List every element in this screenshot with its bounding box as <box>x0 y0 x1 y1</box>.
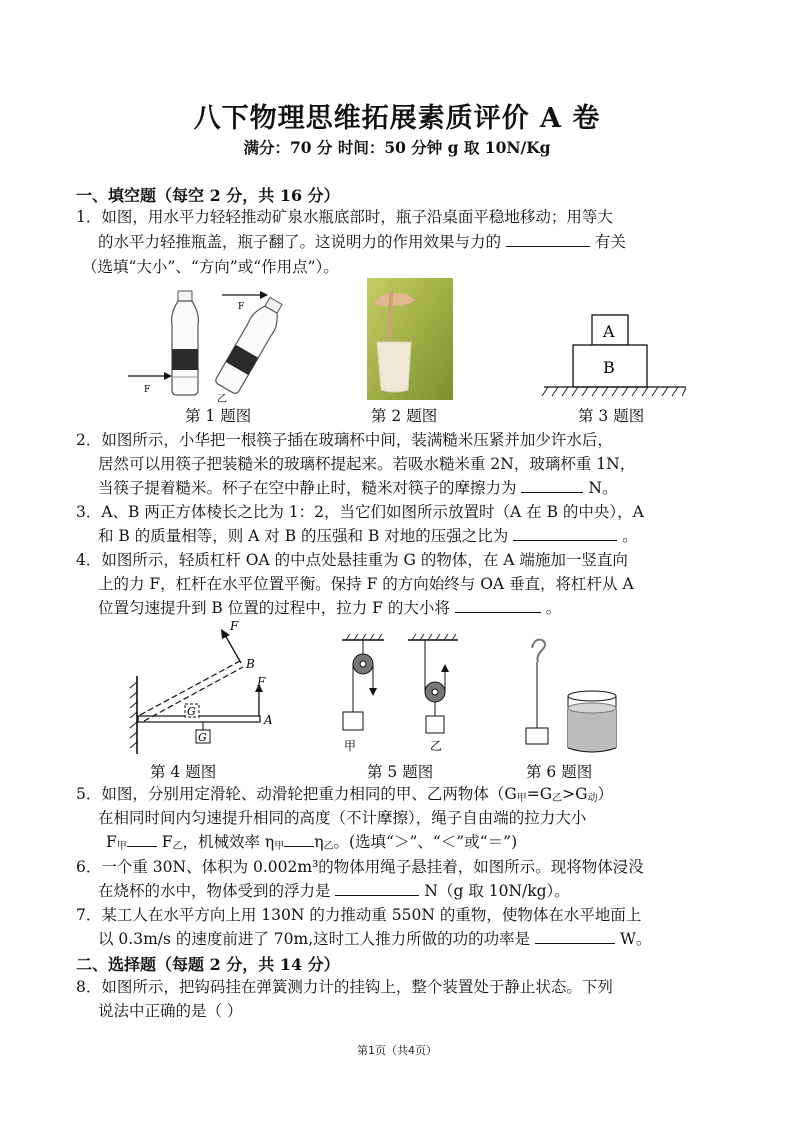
block-b-label: B <box>603 358 615 377</box>
q1-line2-tail: 有关 <box>594 233 626 251</box>
block-a-label: A <box>603 322 615 341</box>
figure-3-caption: 第 3 题图 <box>578 407 645 425</box>
q6-line2-tail: N（g 取 10N/kg）。 <box>424 882 570 900</box>
q2-line3-unit: N。 <box>588 479 618 497</box>
q5-close: ） <box>597 785 614 803</box>
q4-line3-text: 位置匀速提升到 B 位置的过程中，拉力 F 的大小将 <box>98 599 450 617</box>
beaker-with-water <box>568 691 616 752</box>
q7-line2 <box>98 928 651 950</box>
arrow-top-push <box>222 291 268 299</box>
q4-line3-tail: 。 <box>545 599 562 617</box>
figure-5-pulleys <box>334 634 474 756</box>
fig4-f-top: F <box>230 619 239 633</box>
movable-pulley-setup <box>408 634 458 733</box>
fig1-f-label-top: F <box>238 302 245 312</box>
fig1-f-label: F <box>144 385 151 395</box>
q3-line2-text: 和 B 的质量相等，则 A 对 B 的压强和 B 对地的压强之比为 <box>98 527 509 545</box>
q5-f-jia: F <box>106 833 117 851</box>
section-fill-blank-heading: 一、填空题（每空 2 分，共 16 分） <box>76 186 340 205</box>
figure-3-blocks <box>540 310 690 402</box>
q4-line1: 4．如图所示，轻质杠杆 OA 的中点处悬挂重为 G 的物体，在 A 端施加一竖直向 <box>76 551 628 569</box>
q2-line3-text: 当筷子提着糙米。杯子在空中静止时，糙米对筷子的摩擦力为 <box>98 479 517 497</box>
figure-1-caption: 第 1 题图 <box>185 407 252 425</box>
page-footer: 第1页（共4页） <box>357 1044 437 1057</box>
exam-info: 满分：70 分 时间：50 分钟 g 取 10N/Kg <box>243 138 551 157</box>
q5-eta2: η <box>314 833 324 851</box>
figure-4-lever <box>124 618 284 758</box>
q6-line2 <box>98 880 570 902</box>
q8-line2: 说法中正确的是（ ） <box>98 1002 243 1020</box>
fig4-b-label: B <box>246 657 255 671</box>
q5-blank-efficiency[interactable] <box>284 831 314 847</box>
fig4-f-right: F <box>257 675 266 689</box>
fig5-jia-label: 甲 <box>344 739 357 753</box>
fixed-pulley-setup <box>342 634 384 730</box>
q5-f-yi: F <box>161 833 173 851</box>
q5-line2: 在相同时间内匀速提升相同的高度（不计摩擦），绳子自由端的拉力大小 <box>98 809 587 827</box>
q3-line2 <box>98 525 638 547</box>
fig4-g-lower: G <box>198 731 207 744</box>
q5-f-sub-jia: 甲 <box>116 841 127 852</box>
fig5-yi-label: 乙 <box>430 739 443 753</box>
q1-line3: （选填“大小”、“方向”或“作用点”）。 <box>82 258 339 276</box>
q5-tail: 。(选填“＞”、“＜”或“＝”) <box>333 833 518 851</box>
hook <box>532 640 545 662</box>
bottle-tilted <box>214 294 288 395</box>
q5-eta-sub-jia: 甲 <box>274 841 285 852</box>
q2-answer-blank[interactable] <box>521 477 583 493</box>
q1-answer-blank[interactable] <box>506 231 590 247</box>
glass-with-rice <box>377 342 411 392</box>
q1-line2 <box>98 231 626 253</box>
q7-answer-blank[interactable] <box>535 928 615 944</box>
q6-answer-blank[interactable] <box>335 880 419 896</box>
arrow-bottom-push <box>128 372 172 380</box>
fig1-yi-label: 乙 <box>217 394 227 404</box>
q5-line3 <box>106 831 517 858</box>
q5-gt: >G <box>562 785 588 803</box>
q2-line1: 2．如图所示，小华把一根筷子插在玻璃杯中间，装满糙米压紧并加少许水后， <box>76 431 613 449</box>
hanging-object <box>526 728 548 744</box>
figure-5-caption: 第 5 题图 <box>367 763 434 781</box>
q6-line1: 6．一个重 30N、体积为 0.002m³的物体用绳子悬挂着，如图所示。现将物体浸没 <box>76 858 644 876</box>
q8-line1: 8．如图所示，把钩码挂在弹簧测力计的挂钩上，整个装置处于静止状态。下列 <box>76 978 613 996</box>
bottle-upright <box>172 291 199 395</box>
figure-2-photo <box>367 278 453 400</box>
q5-sub-yi: 乙 <box>552 793 563 804</box>
q5-mid: ，机械效率 η <box>182 833 275 851</box>
q4-line2: 上的力 F，杠杆在水平位置平衡。保持 F 的方向始终与 OA 垂直，将杠杆从 A <box>98 575 634 593</box>
page-title: 八下物理思维拓展素质评价 A 卷 <box>193 103 601 134</box>
q5-sub-jia: 甲 <box>516 793 527 804</box>
figure-6-buoyancy <box>518 636 628 758</box>
q3-line2-tail: 。 <box>622 527 638 545</box>
section-multiple-choice-heading: 二、选择题（每题 2 分，共 14 分） <box>76 955 340 974</box>
q5-line1-text: 5．如图，分别用定滑轮、动滑轮把重力相同的甲、乙两物体（G <box>76 785 517 803</box>
ground-hatching <box>542 387 686 396</box>
fig4-g-upper: G <box>187 705 196 718</box>
q5-line1 <box>76 783 613 810</box>
q7-line1: 7．某工人在水平方向上用 130N 的力推动重 550N 的重物，使物体在水平地面上 <box>76 906 642 924</box>
q1-line1: 1．如图，用水平力轻轻推动矿泉水瓶底部时，瓶子沿桌面平稳地移动；用等大 <box>76 208 613 226</box>
q7-line2-text: 以 0.3m/s 的速度前进了 70m,这时工人推力所做的功的功率是 <box>98 930 531 948</box>
q6-line2-text: 在烧杯的水中，物体受到的浮力是 <box>98 882 331 900</box>
figure-4-caption: 第 4 题图 <box>150 763 217 781</box>
q5-f-sub-yi: 乙 <box>172 841 183 852</box>
q2-line3 <box>98 477 617 499</box>
figure-6-caption: 第 6 题图 <box>526 763 593 781</box>
q3-answer-blank[interactable] <box>513 525 617 541</box>
q4-answer-blank[interactable] <box>455 597 541 613</box>
q5-sub-dong: 动 <box>587 793 598 804</box>
force-f-raised <box>221 629 241 663</box>
q5-blank-force[interactable] <box>127 831 157 847</box>
figure-1-bottles <box>118 282 288 404</box>
q5-eq: =G <box>526 785 553 803</box>
figure-2-caption: 第 2 题图 <box>371 407 438 425</box>
q1-line2-text: 的水平力轻推瓶盖，瓶子翻了。这说明力的作用效果与力的 <box>98 233 502 251</box>
q2-line2: 居然可以用筷子把装糙米的玻璃杯提起来。若吸水糙米重 2N，玻璃杯重 1N， <box>98 455 636 473</box>
wall-hatching <box>130 682 137 748</box>
q4-line3 <box>98 597 561 619</box>
q3-line1: 3．A、B 两正方体棱长之比为 1：2，当它们如图所示放置时（A 在 B 的中央），A <box>76 503 644 521</box>
q7-line2-unit: W。 <box>620 930 652 948</box>
fig4-a-label: A <box>264 713 273 727</box>
q5-eta-sub-yi: 乙 <box>323 841 334 852</box>
